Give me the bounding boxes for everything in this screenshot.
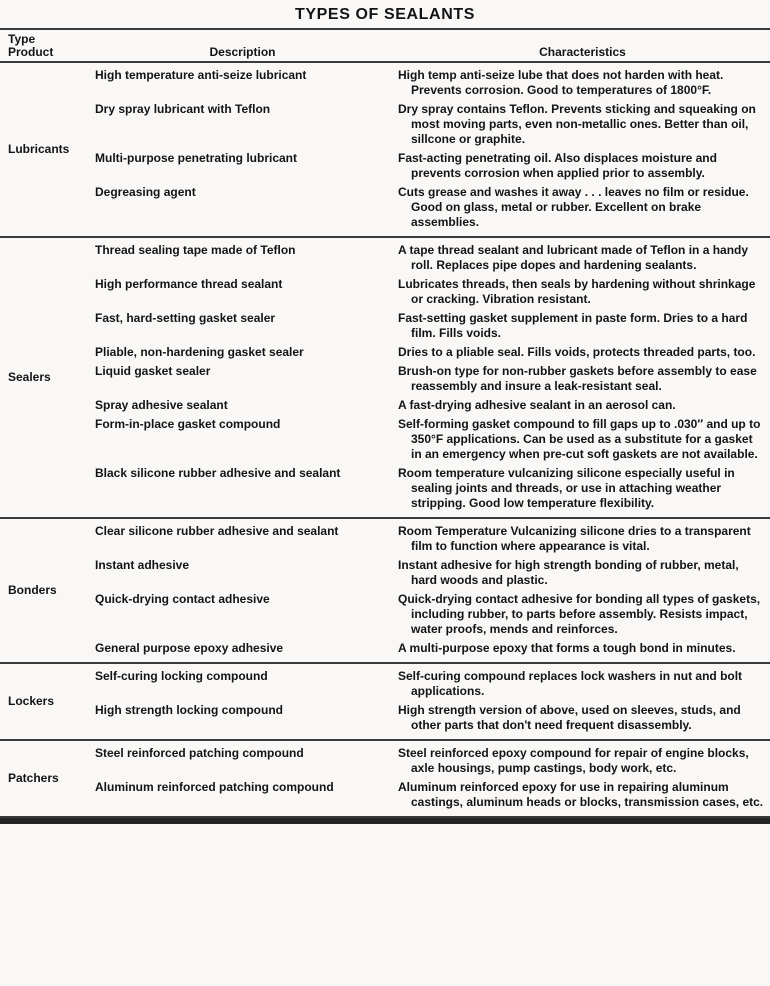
description-cell: High temperature anti-seize lubricant — [95, 68, 307, 82]
description-cell: Pliable, non-hardening gasket sealer — [95, 345, 304, 359]
header-type-product — [0, 33, 90, 59]
section-rows — [90, 746, 770, 810]
table-row — [90, 185, 770, 230]
section-rows — [90, 68, 770, 230]
table-header — [0, 30, 770, 61]
type-product-label: Bonders — [8, 582, 57, 597]
description-cell: Black silicone rubber adhesive and sealant — [95, 466, 341, 480]
table-row — [90, 345, 770, 360]
section-rows — [90, 524, 770, 656]
description-cell: Degreasing agent — [95, 185, 196, 199]
description-cell: Steel reinforced patching compound — [95, 746, 304, 760]
table-row — [90, 102, 770, 147]
table-row — [90, 311, 770, 341]
characteristics-cell: Fast-setting gasket supplement in paste form. Dries to a hard film. Fills voids. — [398, 311, 748, 340]
table-row — [90, 466, 770, 511]
description-cell: Fast, hard-setting gasket sealer — [95, 311, 276, 325]
characteristics-cell: Self-curing compound replaces lock washers in nut and bolt applications. — [398, 669, 743, 698]
section-sealers — [0, 238, 770, 519]
description-cell: Spray adhesive sealant — [95, 398, 228, 412]
header-type-line: Type — [8, 32, 36, 46]
section-lubricants — [0, 63, 770, 238]
section-rows — [90, 669, 770, 733]
description-cell: High performance thread sealant — [95, 277, 283, 291]
description-cell: Dry spray lubricant with Teflon — [95, 102, 271, 116]
characteristics-cell: Instant adhesive for high strength bonding of rubber, metal, hard woods and plastic. — [398, 558, 739, 587]
table-row — [90, 592, 770, 637]
type-product-label: Lubricants — [8, 141, 70, 156]
table-row — [90, 243, 770, 273]
characteristics-cell: Steel reinforced epoxy compound for repair of engine blocks, axle housings, pump castings, body work, etc. — [398, 746, 749, 775]
section-bonders — [0, 519, 770, 664]
characteristics-cell: Room temperature vulcanizing silicone especially useful in sealing joints and threads, or use in attaching weather stripping. Good low temperature flexibility. — [398, 466, 735, 510]
table-row — [90, 669, 770, 699]
description-cell: Aluminum reinforced patching compound — [95, 780, 334, 794]
characteristics-cell: A multi-purpose epoxy that forms a tough bond in minutes. — [398, 641, 736, 655]
table-row — [90, 417, 770, 462]
table-row — [90, 746, 770, 776]
characteristics-cell: Brush-on type for non-rubber gaskets before assembly to ease reassembly and insure a leak-resistant seal. — [398, 364, 757, 393]
table-row — [90, 398, 770, 413]
table-row — [90, 277, 770, 307]
characteristics-cell: Cuts grease and washes it away . . . leaves no film or residue. Good on glass, metal or rubber. Excellent on brake assemblies. — [398, 185, 749, 229]
table-row — [90, 703, 770, 733]
description-cell: General purpose epoxy adhesive — [95, 641, 284, 655]
type-product-label: Lockers — [8, 693, 55, 708]
description-cell: Instant adhesive — [95, 558, 190, 572]
description-cell: High strength locking compound — [95, 703, 283, 717]
header-product-line: Product — [8, 45, 54, 59]
characteristics-cell: Dry spray contains Teflon. Prevents sticking and squeaking on most moving parts, even non-metallic ones. Better than oil, sillcone or graphite. — [398, 102, 756, 146]
section-patchers — [0, 741, 770, 818]
table-row — [90, 558, 770, 588]
table-row — [90, 780, 770, 810]
characteristics-cell: Dries to a pliable seal. Fills voids, protects threaded parts, too. — [398, 345, 756, 359]
type-product-label: Sealers — [8, 369, 51, 384]
page-title: TYPES OF SEALANTS — [295, 6, 475, 23]
table-row — [90, 68, 770, 98]
description-cell: Clear silicone rubber adhesive and sealant — [95, 524, 339, 538]
description-cell: Self-curing locking compound — [95, 669, 268, 683]
description-cell: Quick-drying contact adhesive — [95, 592, 270, 606]
table-row — [90, 524, 770, 554]
characteristics-cell: Self-forming gasket compound to fill gaps up to .030″ and up to 350°F applications. Can be used as a substitute for a gasket in an emergency when pre-cut soft gaskets are not available. — [398, 417, 761, 461]
section-rows — [90, 243, 770, 511]
characteristics-cell: Room Temperature Vulcanizing silicone dries to a transparent film to function where appearance is vital. — [398, 524, 751, 553]
table-row — [90, 641, 770, 656]
characteristics-cell: A tape thread sealant and lubricant made of Teflon in a handy roll. Replaces pipe dopes and hardening sealants. — [398, 243, 749, 272]
header-description: Description — [209, 45, 276, 59]
characteristics-cell: Quick-drying contact adhesive for bonding all types of gaskets, including rubber, to parts before assembly. Resists impact, water proofs, mends and reinforces. — [398, 592, 761, 636]
description-cell: Thread sealing tape made of Teflon — [95, 243, 296, 257]
section-lockers — [0, 664, 770, 741]
characteristics-cell: Lubricates threads, then seals by hardening without shrinkage or cracking. Vibration resistant. — [398, 277, 756, 306]
type-product-label: Patchers — [8, 770, 59, 785]
description-cell: Multi-purpose penetrating lubricant — [95, 151, 298, 165]
table-row — [90, 151, 770, 181]
characteristics-cell: High strength version of above, used on sleeves, studs, and other parts that don't need frequent disassembly. — [398, 703, 741, 732]
description-cell: Liquid gasket sealer — [95, 364, 211, 378]
characteristics-cell: Aluminum reinforced epoxy for use in repairing aluminum castings, aluminum heads or blocks, transmission cases, etc. — [398, 780, 764, 809]
characteristics-cell: High temp anti-seize lube that does not harden with heat. Prevents corrosion. Good to temperatures of 1800°F. — [398, 68, 724, 97]
characteristics-cell: Fast-acting penetrating oil. Also displaces moisture and prevents corrosion when applied prior to assembly. — [398, 151, 717, 180]
header-characteristics: Characteristics — [539, 45, 626, 59]
table-row — [90, 364, 770, 394]
bottom-rule — [0, 818, 770, 824]
description-cell: Form-in-place gasket compound — [95, 417, 281, 431]
characteristics-cell: A fast-drying adhesive sealant in an aerosol can. — [398, 398, 676, 412]
